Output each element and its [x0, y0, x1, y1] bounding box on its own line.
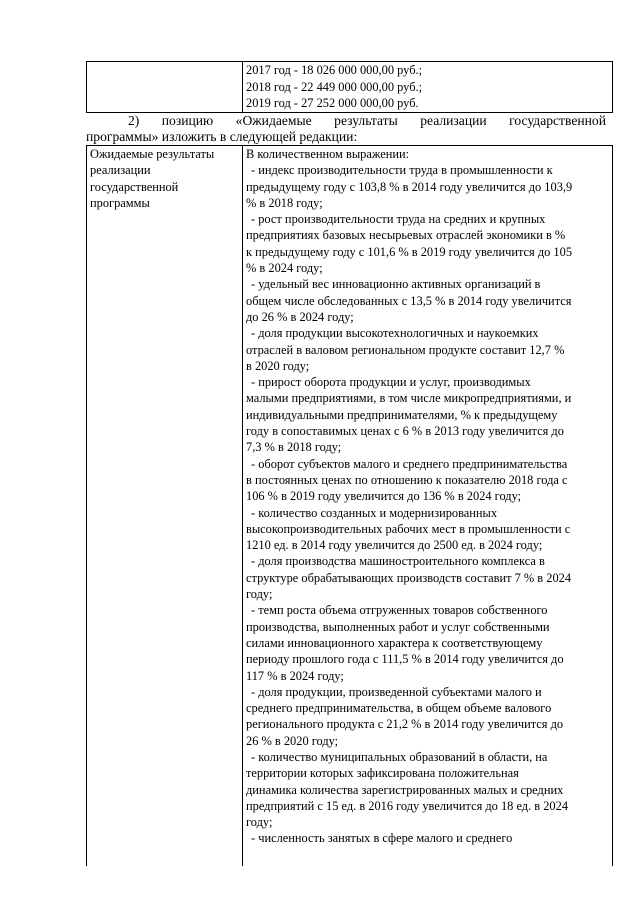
- indicator-line: структуре обрабатывающих производств составит 7 % в 2024: [246, 570, 572, 585]
- indicators-heading: В количественном выражении:: [246, 147, 410, 161]
- budget-table-row: [87, 62, 613, 113]
- amendment-paragraph-line: программы» изложить в следующей редакции:: [86, 129, 358, 144]
- indicator-item: [246, 553, 610, 602]
- indicator-line: до 26 % в 2024 году;: [246, 309, 354, 324]
- indicator-line: году;: [246, 587, 273, 602]
- budget-year-line: 2019 год - 27 252 000 000,00 руб.: [246, 96, 419, 110]
- indicator-item: [246, 684, 610, 749]
- indicator-line: - оборот субъектов малого и среднего предпринимательства: [251, 456, 568, 471]
- indicator-line: предприятий с 15 ед. в 2016 году увеличится до 18 ед. в 2024: [246, 798, 569, 813]
- label-line: Ожидаемые результаты: [90, 147, 215, 161]
- indicator-line: в постоянных ценах по отношению к показателю 2018 года с: [246, 472, 568, 487]
- indicator-item: [246, 602, 610, 683]
- budget-table: [86, 61, 613, 113]
- indicator-line: - доля производства машиностроительного комплекса в: [251, 554, 545, 569]
- indicator-item: [246, 830, 610, 846]
- indicator-line: 7,3 % в 2018 году;: [246, 440, 342, 455]
- indicator-line: - индекс производительности труда в промышленности к: [251, 163, 553, 178]
- indicator-line: 26 % в 2020 году;: [246, 733, 339, 748]
- expected-results-label-cell: [87, 146, 243, 867]
- indicator-line: отраслей в валовом региональном продукте составит 12,7 %: [246, 342, 565, 357]
- amendment-paragraph-line: 2) позицию «Ожидаемые результаты реализации государственной: [128, 113, 606, 128]
- budget-table-value-cell: [243, 62, 613, 113]
- indicator-line: 106 % в 2019 году увеличится до 136 % в 2024 году;: [246, 489, 522, 504]
- indicator-line: силами инновационного характера к соответствующему: [246, 635, 543, 650]
- budget-year-line: 2017 год - 18 026 000 000,00 руб.;: [246, 63, 423, 77]
- indicator-line: - удельный вес инновационно активных организаций в: [251, 277, 541, 292]
- indicator-line: динамика количества зарегистрированных малых и средних: [246, 782, 564, 797]
- indicator-line: - доля продукции высокотехнологичных и наукоемких: [251, 326, 539, 341]
- indicator-item: [246, 211, 610, 276]
- indicator-line: индивидуальными предпринимателями, % к предыдущему: [246, 407, 558, 422]
- indicator-line: периоду прошлого года с 111,5 % в 2014 году увеличится до: [246, 652, 564, 667]
- indicator-line: территории которых зафиксирована положительная: [246, 766, 519, 781]
- indicator-item: [246, 505, 610, 554]
- indicator-line: общем числе обследованных с 13,5 % в 2014 году увеличится: [246, 293, 572, 308]
- indicator-line: - количество муниципальных образований в области, на: [251, 749, 548, 764]
- indicator-line: % в 2024 году;: [246, 261, 323, 276]
- indicator-line: предыдущему году с 103,8 % в 2014 году увеличится до 103,9: [246, 179, 573, 194]
- expected-results-table: [86, 145, 613, 866]
- amendment-paragraph: [86, 113, 606, 145]
- indicator-line: - прирост оборота продукции и услуг, производимых: [251, 375, 531, 390]
- indicator-line: малыми предприятиями, в том числе микропредприятиями, и: [246, 391, 572, 406]
- indicator-item: [246, 456, 610, 505]
- indicator-item: [246, 325, 610, 374]
- indicator-list: [246, 162, 610, 846]
- indicator-line: году;: [246, 815, 273, 830]
- expected-results-value-cell: [243, 146, 613, 867]
- indicator-line: - количество созданных и модернизированных: [251, 505, 498, 520]
- indicator-line: - темп роста объема отгруженных товаров собственного: [251, 603, 548, 618]
- budget-table-label-cell: [87, 62, 243, 113]
- indicator-line: высокопроизводительных рабочих мест в промышленности с: [246, 521, 571, 536]
- indicator-line: % в 2018 году;: [246, 195, 323, 210]
- indicator-line: году в сопоставимых ценах с 6 % в 2013 году увеличится до: [246, 424, 564, 439]
- budget-year-line: 2018 год - 22 449 000 000,00 руб.;: [246, 79, 423, 94]
- indicator-line: - рост производительности труда на средних и крупных: [251, 212, 546, 227]
- indicator-line: - доля продукции, произведенной субъектами малого и: [251, 684, 542, 699]
- label-line: государственной: [90, 179, 179, 194]
- indicator-item: [246, 162, 610, 211]
- indicator-line: среднего предпринимательства, в общем объеме валового: [246, 701, 552, 716]
- indicator-line: регионального продукта с 21,2 % в 2014 году увеличится до: [246, 717, 564, 732]
- indicator-line: в 2020 году;: [246, 358, 310, 373]
- expected-results-row: [87, 146, 613, 867]
- indicator-line: производства, выполненных работ и услуг собственными: [246, 619, 550, 634]
- indicator-item: [246, 749, 610, 830]
- indicator-line: к предыдущему году с 101,6 % в 2019 году увеличится до 105: [246, 244, 573, 259]
- label-line: программы: [90, 195, 150, 210]
- indicator-line: 1210 ед. в 2014 году увеличится до 2500 ед. в 2024 году;: [246, 538, 543, 553]
- indicator-line: 117 % в 2024 году;: [246, 668, 344, 683]
- indicator-item: [246, 276, 610, 325]
- indicator-item: [246, 374, 610, 455]
- label-line: реализации: [90, 163, 151, 178]
- indicator-line: предприятиях базовых несырьевых отраслей экономики в %: [246, 228, 566, 243]
- indicator-line: - численность занятых в сфере малого и среднего: [251, 831, 513, 846]
